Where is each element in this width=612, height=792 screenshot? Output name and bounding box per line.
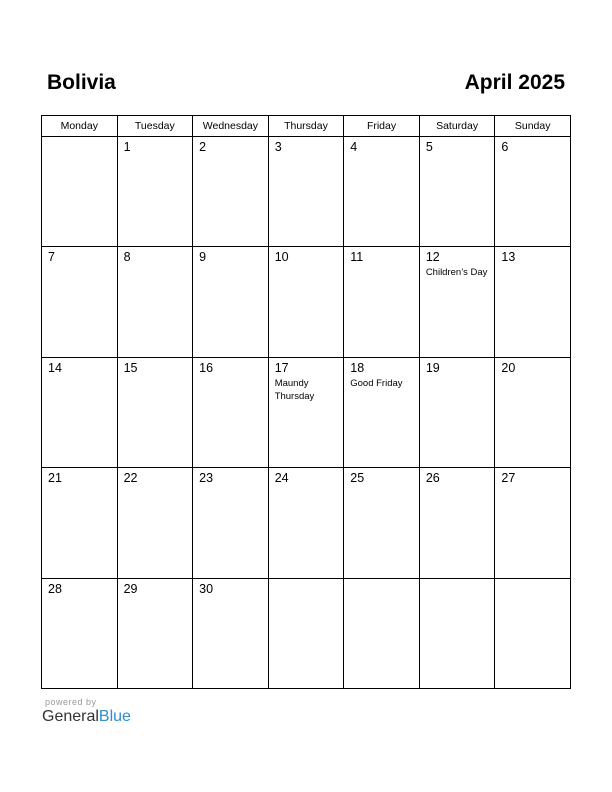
generalblue-logo bbox=[42, 708, 131, 726]
weekday-header: Sunday bbox=[495, 116, 571, 137]
day-number: 12 bbox=[425, 250, 440, 265]
holiday-label: Good Friday bbox=[350, 377, 403, 389]
day-cell bbox=[495, 137, 571, 247]
weekday-header-row bbox=[42, 116, 571, 137]
day-cell bbox=[193, 357, 269, 467]
day-cell bbox=[268, 247, 344, 357]
day-cell bbox=[193, 578, 269, 688]
empty-day-cell bbox=[419, 578, 495, 688]
day-cell bbox=[117, 137, 193, 247]
day-number: 19 bbox=[425, 360, 440, 375]
day-number: 5 bbox=[425, 140, 433, 154]
day-cell bbox=[42, 578, 118, 688]
day-number: 10 bbox=[274, 250, 289, 265]
day-cell bbox=[193, 247, 269, 357]
day-cell bbox=[117, 357, 193, 467]
day-cell bbox=[42, 468, 118, 578]
day-number: 15 bbox=[123, 360, 138, 375]
day-number: 13 bbox=[501, 250, 516, 265]
empty-day-cell bbox=[495, 578, 571, 688]
empty-day-cell bbox=[344, 578, 420, 688]
day-cell bbox=[193, 468, 269, 578]
day-number: 26 bbox=[425, 471, 440, 486]
day-number: 14 bbox=[48, 360, 62, 375]
day-number: 1 bbox=[123, 140, 131, 154]
week-row bbox=[42, 468, 571, 578]
day-number: 6 bbox=[501, 140, 509, 154]
holiday-label: Maundy Thursday bbox=[274, 377, 315, 402]
day-cell bbox=[117, 247, 193, 357]
empty-day-cell bbox=[42, 137, 118, 247]
day-cell bbox=[42, 247, 118, 357]
weekday-header: Thursday bbox=[268, 116, 344, 137]
day-cell bbox=[117, 468, 193, 578]
day-cell bbox=[268, 468, 344, 578]
day-number: 17 bbox=[274, 360, 289, 375]
day-number: 4 bbox=[350, 140, 358, 154]
powered-by-label: powered by bbox=[45, 697, 97, 707]
empty-day-cell bbox=[268, 578, 344, 688]
day-number: 22 bbox=[123, 471, 138, 486]
week-row bbox=[42, 578, 571, 688]
day-number: 20 bbox=[501, 360, 516, 375]
weekday-header: Friday bbox=[344, 116, 420, 137]
day-number: 23 bbox=[199, 471, 214, 486]
logo-blue-text: Blue bbox=[98, 708, 131, 725]
day-number: 21 bbox=[48, 471, 62, 486]
weekday-header: Tuesday bbox=[117, 116, 193, 137]
day-cell bbox=[344, 357, 420, 467]
day-number: 16 bbox=[199, 360, 214, 375]
day-number: 30 bbox=[199, 581, 214, 596]
day-number: 3 bbox=[274, 140, 282, 154]
day-cell bbox=[344, 137, 420, 247]
day-cell bbox=[495, 247, 571, 357]
holiday-label: Children’s Day bbox=[425, 267, 488, 279]
day-cell bbox=[419, 137, 495, 247]
day-number: 28 bbox=[48, 581, 62, 596]
day-cell bbox=[495, 357, 571, 467]
day-number: 24 bbox=[274, 471, 289, 486]
weekday-header: Monday bbox=[42, 116, 118, 137]
day-cell bbox=[419, 357, 495, 467]
calendar-body bbox=[42, 137, 571, 689]
day-number: 18 bbox=[350, 360, 365, 375]
day-cell bbox=[495, 468, 571, 578]
weekday-header: Saturday bbox=[419, 116, 495, 137]
week-row bbox=[42, 247, 571, 357]
day-cell bbox=[268, 357, 344, 467]
day-number: 27 bbox=[501, 471, 516, 486]
day-cell bbox=[344, 247, 420, 357]
week-row bbox=[42, 357, 571, 467]
day-cell bbox=[419, 247, 495, 357]
country-title: Bolivia bbox=[47, 71, 116, 94]
day-number: 7 bbox=[48, 250, 55, 265]
day-cell bbox=[42, 357, 118, 467]
day-cell bbox=[268, 137, 344, 247]
day-cell bbox=[344, 468, 420, 578]
day-number: 2 bbox=[199, 140, 207, 154]
day-cell bbox=[117, 578, 193, 688]
calendar-grid bbox=[41, 115, 571, 689]
month-year-title: April 2025 bbox=[464, 71, 565, 94]
day-number: 11 bbox=[350, 250, 364, 265]
day-cell bbox=[419, 468, 495, 578]
day-number: 8 bbox=[123, 250, 131, 265]
day-number: 9 bbox=[199, 250, 207, 265]
week-row bbox=[42, 137, 571, 247]
day-number: 29 bbox=[123, 581, 138, 596]
day-cell bbox=[193, 137, 269, 247]
day-number: 25 bbox=[350, 471, 365, 486]
logo-general-text: General bbox=[42, 708, 99, 725]
weekday-header: Wednesday bbox=[193, 116, 269, 137]
